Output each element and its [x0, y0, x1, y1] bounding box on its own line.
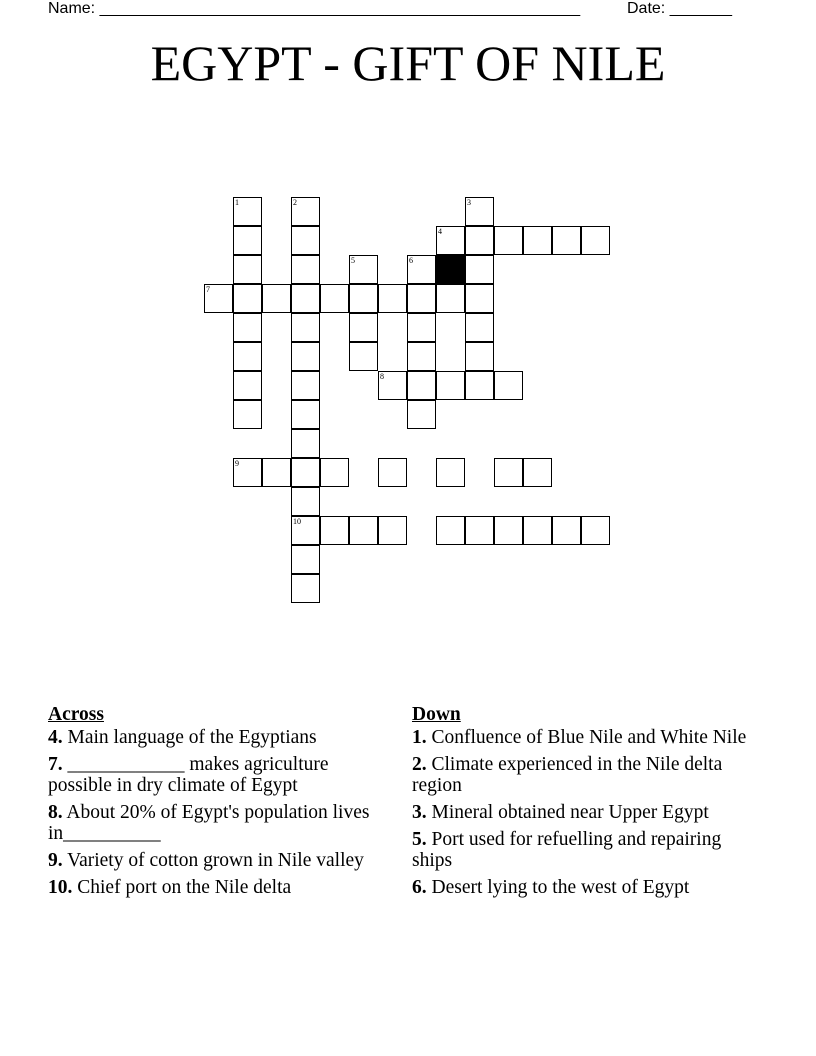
down-heading: Down [412, 704, 461, 725]
grid-cell[interactable] [291, 487, 320, 516]
across-clues [48, 703, 388, 904]
clue-number-label: 4 [438, 227, 442, 236]
grid-cell[interactable] [407, 313, 436, 342]
grid-cell[interactable] [320, 284, 349, 313]
grid-cell[interactable] [436, 284, 465, 313]
grid-cell[interactable] [552, 226, 581, 255]
across-heading: Across [48, 704, 104, 725]
grid-cell[interactable] [291, 226, 320, 255]
clue-number: 5. [412, 829, 427, 850]
clue-number-label: 9 [235, 459, 239, 468]
grid-cell[interactable] [233, 226, 262, 255]
grid-cell[interactable] [494, 516, 523, 545]
clue-across-4 [48, 727, 388, 748]
clue-number-label: 2 [293, 198, 297, 207]
clue-across-10 [48, 877, 388, 898]
clue-down-1 [412, 727, 752, 748]
clue-number: 4. [48, 727, 63, 748]
date-label: Date: [627, 0, 670, 17]
grid-cell[interactable] [378, 284, 407, 313]
grid-cell[interactable] [291, 284, 320, 313]
grid-cell[interactable] [552, 516, 581, 545]
grid-cell[interactable] [233, 371, 262, 400]
name-label: Name: [48, 0, 100, 17]
grid-cell[interactable] [233, 342, 262, 371]
clue-text: Confluence of Blue Nile and White Nile [426, 727, 747, 748]
clue-number-label: 5 [351, 256, 355, 265]
grid-cell[interactable] [291, 255, 320, 284]
grid-cell[interactable] [291, 313, 320, 342]
clue-number: 2. [412, 754, 427, 775]
grid-cell[interactable] [494, 458, 523, 487]
grid-cell[interactable] [291, 197, 320, 226]
grid-cell[interactable] [262, 458, 291, 487]
clue-number: 9. [48, 850, 63, 871]
grid-cell[interactable] [407, 400, 436, 429]
down-clues [412, 703, 752, 904]
clue-number-label: 1 [235, 198, 239, 207]
grid-cell[interactable] [465, 342, 494, 371]
grid-cell[interactable] [233, 255, 262, 284]
grid-cell[interactable] [349, 313, 378, 342]
grid-cell[interactable] [407, 371, 436, 400]
grid-cell[interactable] [291, 400, 320, 429]
grid-cell[interactable] [436, 371, 465, 400]
grid-cell[interactable] [494, 226, 523, 255]
grid-cell[interactable] [291, 545, 320, 574]
clue-number-label: 8 [380, 372, 384, 381]
clue-across-9 [48, 850, 388, 871]
grid-cell[interactable] [262, 284, 291, 313]
grid-cell[interactable] [494, 371, 523, 400]
clue-text: About 20% of Egypt's population lives in__________ [48, 802, 370, 844]
grid-cell[interactable] [320, 516, 349, 545]
grid-cell[interactable] [291, 429, 320, 458]
grid-cell[interactable] [349, 516, 378, 545]
grid-cell[interactable] [436, 458, 465, 487]
grid-cell[interactable] [465, 197, 494, 226]
clue-down-5 [412, 829, 752, 871]
grid-cell[interactable] [233, 400, 262, 429]
clue-number-label: 3 [467, 198, 471, 207]
clue-down-2 [412, 754, 752, 796]
clue-number-label: 7 [206, 285, 210, 294]
grid-cell[interactable] [291, 342, 320, 371]
grid-cell[interactable] [233, 313, 262, 342]
clue-number: 1. [412, 727, 427, 748]
grid-cell[interactable] [291, 574, 320, 603]
clue-number: 10. [48, 877, 73, 898]
grid-cell[interactable] [581, 226, 610, 255]
clue-number: 8. [48, 802, 63, 823]
grid-cell[interactable] [436, 226, 465, 255]
clue-text: Main language of the Egyptians [62, 727, 317, 748]
grid-cell[interactable] [291, 371, 320, 400]
clue-number: 6. [412, 877, 427, 898]
grid-cell[interactable] [233, 458, 262, 487]
grid-cell[interactable] [349, 342, 378, 371]
grid-cell[interactable] [407, 342, 436, 371]
grid-cell[interactable] [523, 516, 552, 545]
clue-text: Mineral obtained near Upper Egypt [426, 802, 709, 823]
grid-cell[interactable] [291, 458, 320, 487]
clue-number: 7. [48, 754, 63, 775]
grid-cell[interactable] [523, 458, 552, 487]
grid-cell[interactable] [233, 197, 262, 226]
clue-number-label: 6 [409, 256, 413, 265]
grid-cell[interactable] [465, 284, 494, 313]
grid-cell[interactable] [436, 516, 465, 545]
clue-down-6 [412, 877, 752, 898]
clue-number: 3. [412, 802, 427, 823]
grid-cell[interactable] [465, 516, 494, 545]
clue-text: Climate experienced in the Nile delta region [412, 754, 723, 796]
grid-cell[interactable] [378, 371, 407, 400]
grid-cell[interactable] [465, 226, 494, 255]
clue-across-8 [48, 802, 388, 844]
clue-text: Port used for refuelling and repairing ships [412, 829, 722, 871]
name-blank: ______________________________________________________ [99, 0, 581, 17]
grid-cell[interactable] [320, 458, 349, 487]
clue-text: Chief port on the Nile delta [72, 877, 292, 898]
black-square [436, 255, 465, 284]
grid-cell[interactable] [581, 516, 610, 545]
clue-number-label: 10 [293, 517, 301, 526]
grid-cell[interactable] [465, 313, 494, 342]
grid-cell[interactable] [407, 284, 436, 313]
grid-cell[interactable] [407, 255, 436, 284]
date-blank: _______ [669, 0, 732, 17]
grid-cell[interactable] [465, 371, 494, 400]
grid-cell[interactable] [378, 516, 407, 545]
grid-cell[interactable] [523, 226, 552, 255]
clue-down-3 [412, 802, 752, 823]
grid-cell[interactable] [349, 284, 378, 313]
clue-text: ____________ makes agriculture possible in dry climate of Egypt [48, 754, 329, 796]
clue-text: Variety of cotton grown in Nile valley [62, 850, 364, 871]
grid-cell[interactable] [349, 255, 378, 284]
clue-across-7 [48, 754, 388, 796]
grid-cell[interactable] [233, 284, 262, 313]
puzzle-title: EGYPT - GIFT OF NILE [150, 35, 666, 91]
clue-text: Desert lying to the west of Egypt [426, 877, 690, 898]
grid-cell[interactable] [291, 516, 320, 545]
grid-cell[interactable] [378, 458, 407, 487]
grid-cell[interactable] [204, 284, 233, 313]
grid-cell[interactable] [465, 255, 494, 284]
